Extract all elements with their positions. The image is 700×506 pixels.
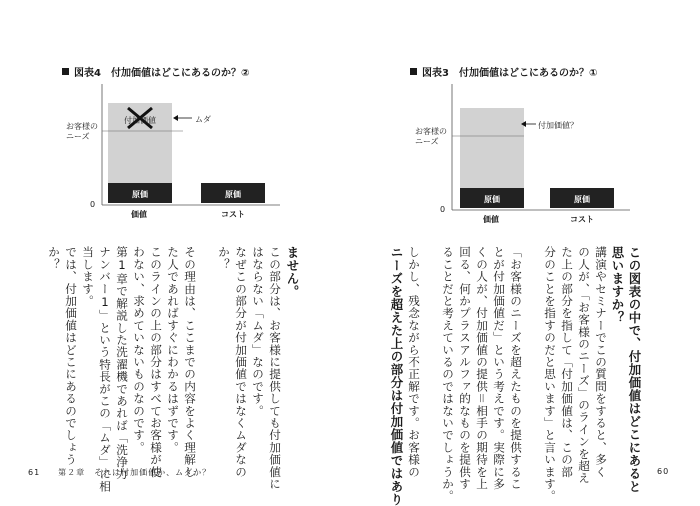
figure4-x-label-value: 価値 xyxy=(131,210,147,219)
figure3-value-cost-label: 原価 xyxy=(484,195,500,204)
body-column: ニーズを超えた上の部分は付加価値ではあり xyxy=(389,246,404,506)
figure4-axis-zero: 0 xyxy=(90,200,96,209)
body-column: 回る、何かプラスアルファ的なものを提供す xyxy=(458,246,472,490)
arrow-left-icon xyxy=(173,115,192,121)
body-column: 第1章で解説した洗濯機であれば「洗浄力 xyxy=(115,246,129,481)
figure4-value-cost-label: 原価 xyxy=(132,190,148,199)
body-column: 思いますか？ xyxy=(610,246,625,324)
body-column: ナンバー1」という特長がこの「ムダ」に相 xyxy=(98,246,112,493)
body-column: なぜこの部分が付加価値ではなくムダなの xyxy=(234,246,248,478)
body-column: 分のことを指すのだと思います」と言います。 xyxy=(543,246,557,503)
figure3-needs-label: お客様の ニーズ xyxy=(415,127,447,146)
body-column: この図表の中で、付加価値はどこにあると xyxy=(627,246,642,493)
figure4-needs-label: お客様の ニーズ xyxy=(66,122,98,141)
body-column: た上の部分を指して「付加価値は、この部 xyxy=(560,246,574,478)
figure3-x-label-cost: コスト xyxy=(570,215,594,224)
body-column: か？ xyxy=(47,246,61,271)
body-column: 講演やセミナーでこの質問をすると、多く xyxy=(594,246,608,478)
body-column: ません。 xyxy=(285,246,300,298)
body-column: その理由は、ここまでの内容をよく理解し xyxy=(183,246,197,478)
figure3-value-bar xyxy=(460,108,524,188)
right-folio: 60 xyxy=(657,467,670,476)
body-column: しかし、残念ながら不正解です。お客様の xyxy=(407,246,421,478)
figure3-chart xyxy=(350,0,700,240)
left-folio: 61 第２章 それは付加価値か、ムダか？ xyxy=(28,468,212,477)
body-column: た人であればすぐにわかるはずです。 xyxy=(166,246,180,454)
figure3-title-text: 図表3 付加価値はどこにあるのか？① xyxy=(422,68,598,79)
body-column: では、付加価値はどこにあるのでしょう xyxy=(64,246,78,466)
figure4-chart xyxy=(0,0,350,240)
figure4-cost-label: 原価 xyxy=(225,190,241,199)
figure4-muda-label: ムダ xyxy=(195,115,211,124)
body-column: ることだと考えているのではないでしょうか。 xyxy=(441,246,455,503)
body-column: 当します。 xyxy=(81,246,95,307)
figure4-x-label-cost: コスト xyxy=(221,210,245,219)
body-column: この部分は、お客様に提供しても付加価値に xyxy=(268,246,282,490)
body-column: とが付加価値だ」という考えです。実際に多 xyxy=(492,246,506,490)
body-column: このラインの上の部分はすべてお客様が使 xyxy=(149,246,163,478)
figure3-cost-label: 原価 xyxy=(574,195,590,204)
body-column: はならない「ムダ」なのです。 xyxy=(251,246,265,417)
body-column: くの人が、付加価値の提供＝相手の期待を上 xyxy=(475,246,489,490)
figure3-x-label-value: 価値 xyxy=(483,215,499,224)
body-column: の人が、「お客様のニーズ」のラインを超え xyxy=(577,246,591,485)
figure3-value-added-label: 付加価値？ xyxy=(538,121,578,130)
body-column: わない、求めていないものなのです。 xyxy=(132,246,146,454)
body-column: 「お客様のニーズを超えたものを提供するこ xyxy=(509,246,523,490)
body-column: か？ xyxy=(217,246,231,271)
figure4-title-text: 図表4 付加価値はどこにあるのか？② xyxy=(74,68,250,79)
figure3-axis-zero: 0 xyxy=(440,205,446,214)
figure4-value-added-label: 付加価値 xyxy=(124,116,156,125)
